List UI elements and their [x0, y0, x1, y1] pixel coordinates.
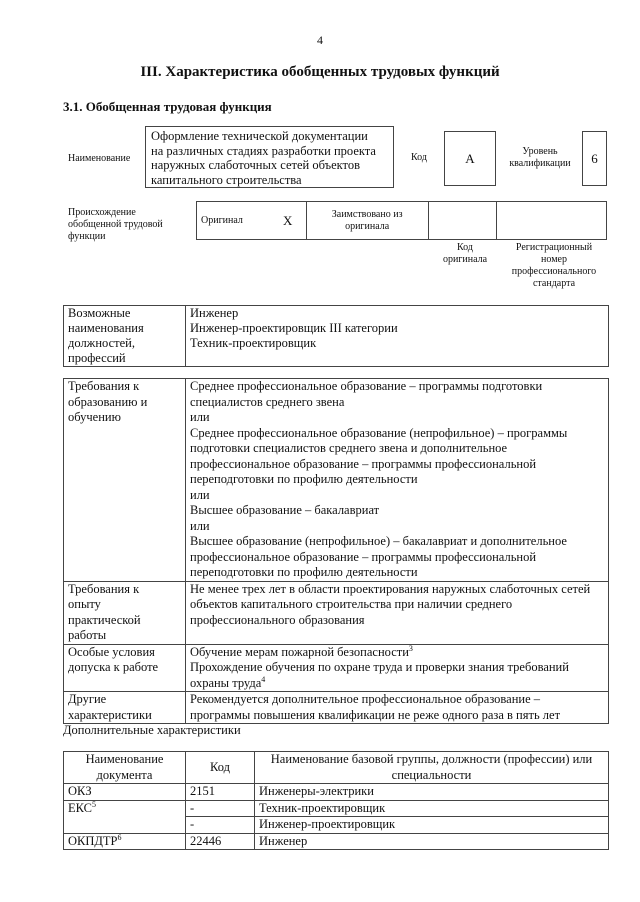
doc-cell — [64, 800, 186, 833]
header-line: Наименование базовой группы, должности (профессии) или — [270, 752, 593, 766]
position-item: Инженер-проектировщик III категории — [190, 321, 398, 335]
footnote-ref: 5 — [92, 799, 96, 809]
text-line: объектов капитального строительства при наличии среднего — [190, 597, 513, 611]
origin-label-line: обобщенной трудовой — [68, 219, 163, 230]
origin-reg-cell — [497, 202, 607, 240]
reg-caption-line: номер — [541, 254, 567, 265]
requirement-text — [186, 581, 609, 644]
position-item: Техник-проектировщик — [190, 336, 317, 350]
label-line: практической — [68, 612, 141, 627]
origin-label-line: Происхождение — [68, 207, 136, 218]
text-line: Высшее образование (непрофильное) – бакалавриат и дополнительное — [190, 534, 567, 548]
text-line: Не менее трех лет в области проектирования наружных слаботочных сетей — [190, 581, 591, 596]
table-row — [64, 800, 609, 817]
code-caption-line: Код — [457, 242, 473, 253]
original-mark: X — [279, 202, 306, 240]
text-line: Прохождение обучения по охране труда и проверки знания требований — [190, 660, 569, 674]
label-line: характеристики — [68, 707, 152, 722]
header-name — [255, 752, 609, 784]
footnote-ref: 6 — [117, 832, 122, 842]
text-line: или — [190, 410, 210, 424]
requirement-text — [186, 692, 609, 724]
position-item: Инженер — [190, 306, 239, 320]
labor-safety-text: охраны труда — [190, 675, 262, 690]
name-line: капитального строительства — [151, 172, 302, 187]
section-heading: III. Характеристика обобщенных трудовых функций — [140, 64, 500, 80]
text-line: профессиональное образование – программы профессиональной — [190, 456, 537, 471]
level-box — [582, 131, 607, 186]
name-box — [145, 126, 394, 188]
positions-label — [64, 306, 186, 367]
origin-label — [68, 207, 163, 243]
text-line: профессиональное образование – программы профессиональной — [190, 549, 537, 564]
label-line: Особые условия — [68, 644, 155, 659]
requirement-row-admission — [64, 644, 609, 692]
text-line: специалистов среднего звена — [190, 394, 345, 409]
positions-label-line: профессий — [68, 351, 126, 365]
text-line: Среднее профессиональное образование (непрофильное) – программы — [190, 425, 568, 440]
text-line — [190, 676, 604, 692]
code-value: А — [465, 151, 475, 166]
name-label: Наименование — [68, 153, 131, 164]
positions-table — [63, 305, 609, 367]
subsection-heading: 3.1. Обобщенная трудовая функция — [63, 99, 272, 114]
text-line: подготовки специалистов среднего звена и дополнительное — [190, 441, 508, 455]
requirement-row-other — [64, 692, 609, 724]
label-line: Требования к — [68, 379, 140, 393]
borrowed-line: оригинала — [345, 220, 390, 232]
fire-safety-text: Обучение мерам пожарной безопасности — [190, 644, 409, 659]
name-line: наружных слаботочных сетей объектов — [151, 158, 361, 172]
level-value: 6 — [591, 151, 598, 166]
code-cell: - — [186, 817, 255, 834]
label-line: допуска к работе — [68, 660, 159, 674]
text-line: Рекомендуется дополнительное профессиональное образование – — [190, 692, 541, 706]
additional-table — [63, 751, 609, 850]
text-line: или — [190, 518, 210, 533]
label-line: образованию и — [68, 394, 148, 409]
reg-caption — [500, 242, 608, 290]
doc-name: ОКЗ — [68, 784, 92, 798]
doc-name: ОКПДТР — [68, 833, 118, 848]
text-line: или — [190, 487, 210, 502]
additional-title: Дополнительные характеристики — [63, 723, 241, 737]
origin-table — [196, 201, 607, 240]
requirement-label — [64, 379, 186, 582]
reg-caption-line: профессионального — [511, 266, 597, 277]
name-line: на различных стадиях разработки проекта — [151, 143, 376, 158]
name-line: Оформление технической документации — [151, 129, 368, 143]
level-label-line: квалификации — [509, 158, 571, 169]
additional-header-row — [64, 752, 609, 784]
requirement-text — [186, 644, 609, 692]
borrowed-label — [306, 202, 428, 240]
level-label — [502, 146, 578, 170]
table-row — [64, 833, 609, 850]
borrowed-line: Заимствовано из — [331, 208, 403, 220]
header-doc — [64, 752, 186, 784]
text-line: профессионального образования — [190, 612, 365, 627]
footnote-ref: 4 — [261, 674, 266, 684]
code-cell: 2151 — [186, 784, 255, 801]
origin-label-line: функции — [68, 231, 106, 242]
text-line: Высшее образование – бакалавриат — [190, 503, 380, 517]
positions-label-line: должностей, — [68, 336, 135, 350]
name-cell: Инженеры-электрики — [255, 784, 609, 801]
label-line: Требования к — [68, 581, 140, 596]
requirement-row-education — [64, 379, 609, 582]
header-line: специальности — [391, 767, 472, 782]
header-code: Код — [186, 752, 255, 784]
positions-label-line: Возможные — [68, 306, 131, 320]
requirement-label — [64, 581, 186, 644]
code-box — [444, 131, 496, 186]
positions-values — [186, 306, 609, 367]
original-label: Оригинал — [197, 202, 280, 240]
positions-label-line: наименования — [68, 321, 144, 335]
header-line: документа — [96, 767, 153, 782]
text-line — [190, 645, 604, 661]
code-caption-line: оригинала — [442, 254, 488, 265]
name-cell: Инженер — [255, 833, 609, 850]
level-label-line: Уровень — [522, 146, 558, 157]
text-line: программы повышения квалификации не реже одного раза в пять лет — [190, 707, 561, 722]
table-row — [64, 784, 609, 801]
code-cell: - — [186, 800, 255, 817]
requirements-table — [63, 378, 609, 724]
label-line: работы — [68, 628, 107, 642]
doc-cell — [64, 784, 186, 801]
doc-cell — [64, 833, 186, 850]
header-line: Наименование — [85, 752, 164, 766]
reg-caption-line: стандарта — [532, 278, 576, 289]
label-line: опыту — [68, 597, 101, 611]
code-caption — [430, 242, 500, 266]
code-cell: 22446 — [186, 833, 255, 850]
code-label: Код — [411, 152, 427, 163]
name-cell: Инженер-проектировщик — [255, 817, 609, 834]
origin-code-cell — [428, 202, 497, 240]
label-line: обучению — [68, 410, 121, 424]
text-line: переподготовки по профилю деятельности — [190, 472, 418, 486]
reg-caption-line: Регистрационный — [515, 242, 593, 253]
requirement-text — [186, 379, 609, 582]
requirement-label — [64, 692, 186, 724]
doc-name: ЕКС — [68, 800, 92, 815]
page-number: 4 — [317, 33, 323, 47]
text-line: Среднее профессиональное образование – программы подготовки — [190, 379, 543, 393]
requirement-row-experience — [64, 581, 609, 644]
requirement-label — [64, 644, 186, 692]
text-line: переподготовки по профилю деятельности — [190, 565, 418, 579]
label-line: Другие — [68, 692, 107, 706]
name-cell: Техник-проектировщик — [255, 800, 609, 817]
footnote-ref: 3 — [408, 643, 413, 653]
